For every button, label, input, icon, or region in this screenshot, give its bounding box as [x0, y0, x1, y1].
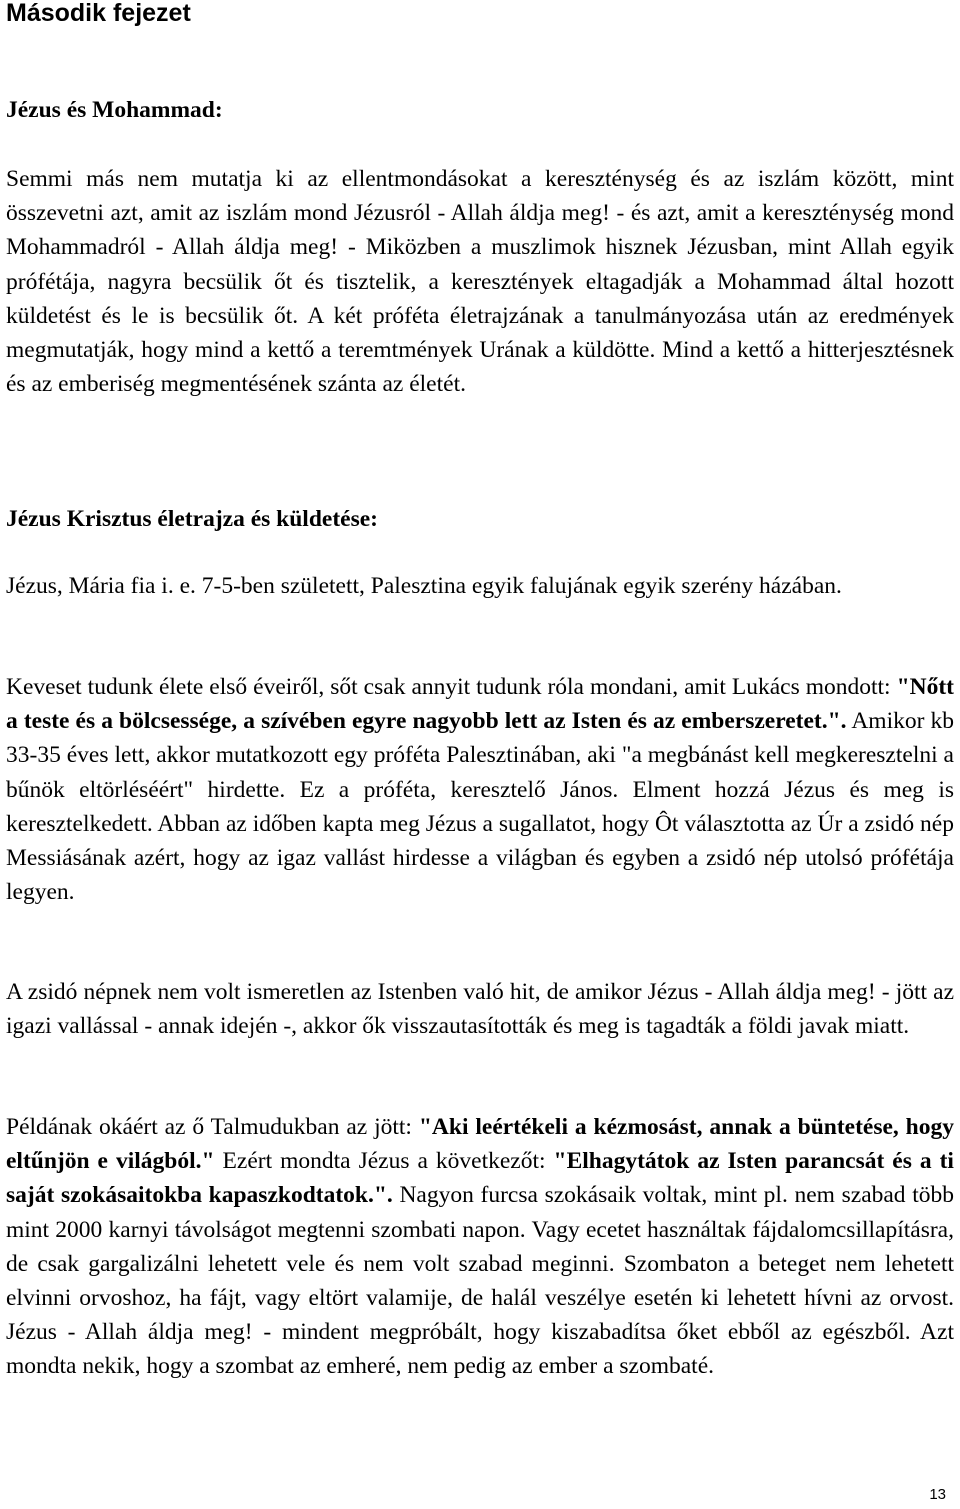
- paragraph-jewish-people: A zsidó népnek nem volt ismeretlen az Istenben való hit, de amikor Jézus - Allah áldja meg! - jött az igazi vallással - annak idején -, akkor ők visszautasították és meg is tagadták a földi javak miatt.: [6, 979, 954, 1040]
- section-title-jesus-mohammad: Jézus és Mohammad:: [6, 97, 223, 123]
- paragraph-intro: Semmi más nem mutatja ki az ellentmondásokat a kereszténység és az iszlám között, mint összevetni azt, amit az iszlám mond Jézusról - Allah áldja meg! - és azt, amit a kereszténység mond Mohammadról - Allah áldja meg! - Miközben a muszlimok hisznek Jézusban, mint Allah egyik prófétája, nagyra becsülik őt és tisztelik, a keresztények eltagadják a Mohammad által hozott küldetést és le is becsülik őt. A két próféta életrajzának a tanulmányozása után az eredmények megmutatják, hogy mind a kettő a teremtmények Urának a küldötte. Mind a kettő a hitterjesztésnek és az emberiség megmentésének szánta az életét.: [6, 166, 954, 398]
- paragraph-talmud: [6, 1110, 954, 1384]
- paragraph-early-life-text-2: Amikor kb 33-35 éves lett, akkor mutatkozott egy próféta Palesztinában, aki "a megbánást kell megkeresztelni a bűnök eltörléséért" hirdette. Ez a próféta, keresztelő János. Elment hozzá Jézus és meg is keresztelkedett. Abban az időben kapta meg Jézus a sugallatot, hogy Ôt választotta az Úr a zsidó nép Messiásának azért, hogy az igaz vallást hirdesse a világban és egyben a zsidó nép utolsó prófétája legyen.: [6, 708, 955, 906]
- paragraph-talmud-text-1: Példának okáért az ő Talmudukban az jött:: [6, 1114, 419, 1140]
- jesus-quote: "Elhagytátok az Isten parancsát és a ti saját szokásaitokba kapaszkodtatok.".: [6, 1148, 954, 1209]
- paragraph-talmud-text-3: Nagyon furcsa szokásaik voltak, mint pl. nem szabad több mint 2000 karnyi távolságot megtenni szombati napon. Vagy ecetet használtak fájdalomcsillapításra, de csak gargalizálni lehetett vele és nem volt szabad meginni. Szombaton a beteget nem lehetett elvinni orvoshoz, ha fájt, vagy eltört valamije, de halál veszélye esetén ki lehetett hívni az orvost. Jézus - Allah áldja meg! - mindent megpróbált, hogy kiszabadítsa őket ebből az egészből. Azt mondta nekik, hogy a szombat az emheré, nem pedig az ember a szombaté.: [6, 1182, 955, 1380]
- paragraph-birth: Jézus, Mária fia i. e. 7-5-ben született, Palesztina egyik falujának egyik szerény házában.: [6, 573, 842, 599]
- chapter-title: Második fejezet: [6, 0, 191, 27]
- paragraph-early-life-text-1: Keveset tudunk élete első éveiről, sőt csak annyit tudunk róla mondani, amit Lukács mondott:: [6, 674, 897, 700]
- section-title-jesus-biography: Jézus Krisztus életrajza és küldetése:: [6, 506, 378, 532]
- paragraph-talmud-text-2: Ezért mondta Jézus a következőt:: [214, 1148, 554, 1175]
- page-number: 13: [929, 1486, 946, 1503]
- luke-quote: "Nőtt a teste és a bölcsessége, a szívében egyre nagyobb lett az Isten és az emberszeretet.".: [6, 674, 954, 735]
- paragraph-early-life: [6, 670, 954, 909]
- talmud-quote: "Aki leértékeli a kézmosást, annak a büntetése, hogy eltűnjön e világból.": [6, 1114, 955, 1175]
